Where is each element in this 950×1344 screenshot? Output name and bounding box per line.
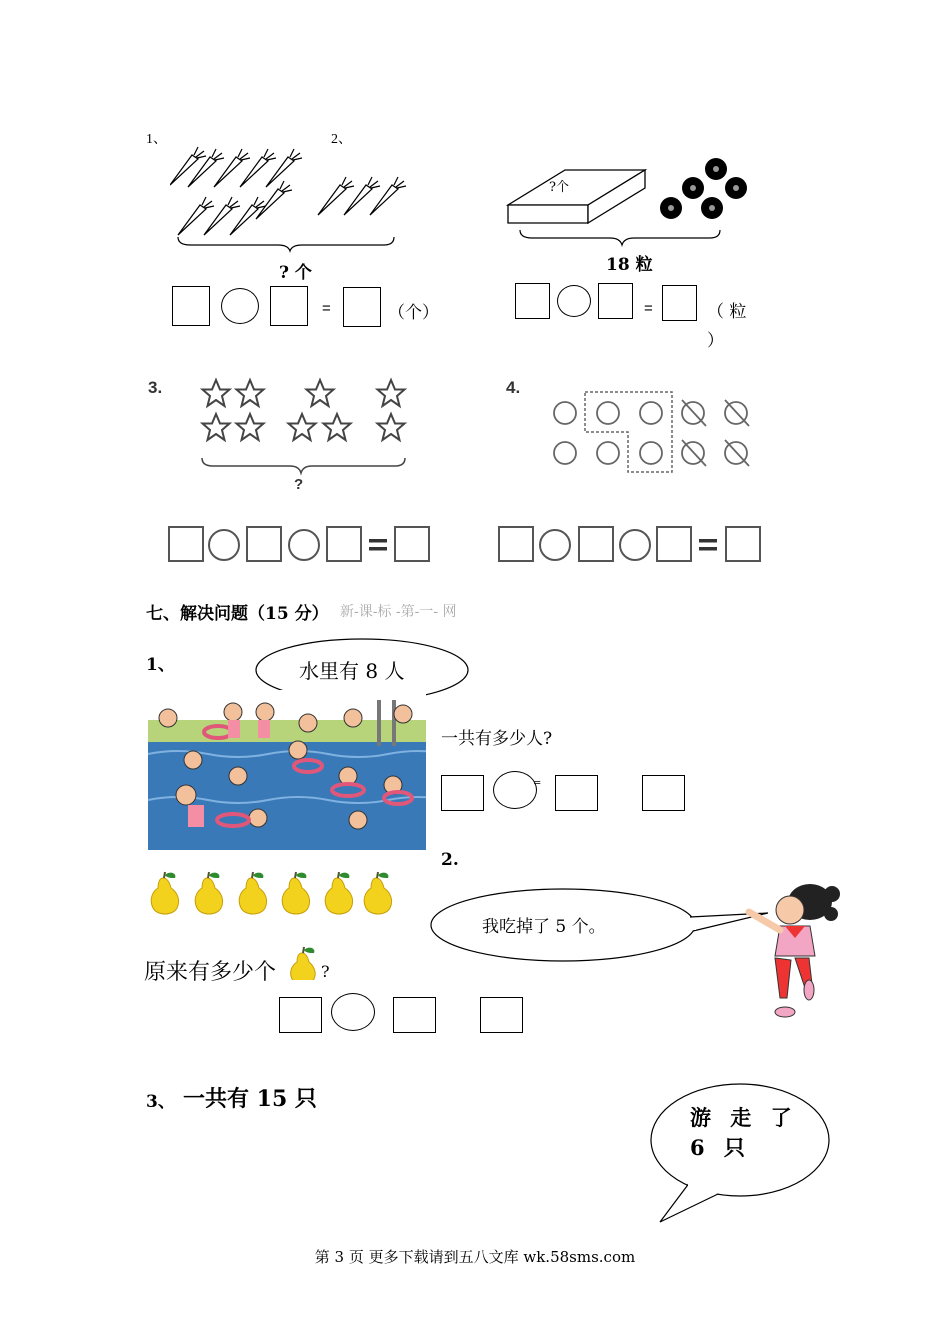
q1-equals: = (322, 300, 331, 317)
problem3-number: 3、 (146, 1092, 175, 1112)
page-footer: 第 3 页 更多下载请到五八文库 wk.58sms.com (314, 1248, 636, 1266)
problem1-small-mark: = (533, 778, 542, 789)
q1-operator-circle[interactable] (221, 288, 259, 324)
q4-equals-sign (698, 535, 720, 555)
q4-answer-box-4[interactable] (725, 526, 761, 562)
q2-equals: = (644, 300, 653, 317)
q4-answer-box-3[interactable] (656, 526, 692, 562)
problem1-number: 1、 (146, 655, 175, 675)
box-and-balls-illustration (505, 155, 755, 250)
q3-answer-box-2[interactable] (246, 526, 282, 562)
problem2-answer-box-1[interactable] (279, 997, 322, 1033)
problem2-bubble-text: 我吃掉了 5 个。 (482, 917, 606, 937)
q2-unit: （ 粒 (707, 302, 747, 322)
problem3-text: 一共有 15 只 (183, 1086, 317, 1112)
problem1-answer-box-3[interactable] (642, 775, 685, 811)
q4-number: 4. (506, 378, 521, 397)
swimming-pool-illustration (148, 690, 426, 850)
q4-operator-circle-1[interactable] (539, 529, 571, 561)
q2-answer-box-2[interactable] (598, 283, 633, 319)
q3-answer-box-4[interactable] (394, 526, 430, 562)
problem3-bubble-text: 游 走 了 6 只 (690, 1105, 798, 1160)
problem1-answer-box-1[interactable] (441, 775, 484, 811)
q3-total-label: ? (294, 476, 304, 493)
q2-answer-box-1[interactable] (515, 283, 550, 319)
section-title: 七、解决问题（15 分） (146, 604, 329, 624)
q3-operator-circle-1[interactable] (208, 529, 240, 561)
q2-unit-close: ） (707, 331, 724, 351)
q1-answer-box-3[interactable] (343, 287, 381, 327)
stars-illustration (195, 376, 415, 496)
problem2-answer-box-2[interactable] (393, 997, 436, 1033)
q3-equals-sign (368, 535, 390, 555)
q4-answer-box-2[interactable] (578, 526, 614, 562)
problem1-operator-circle[interactable] (493, 771, 537, 809)
q4-operator-circle-2[interactable] (619, 529, 651, 561)
q3-operator-circle-2[interactable] (288, 529, 320, 561)
q3-answer-box-1[interactable] (168, 526, 204, 562)
q3-answer-box-3[interactable] (326, 526, 362, 562)
circles-illustration (548, 390, 758, 476)
q2-answer-box-3[interactable] (662, 285, 697, 321)
problem1-question: 一共有多少人? (441, 729, 553, 749)
girl-illustration (735, 880, 845, 1022)
problem1-answer-box-2[interactable] (555, 775, 598, 811)
q1-number: 1、 (146, 132, 167, 147)
q1-answer-box-1[interactable] (172, 286, 210, 326)
q4-answer-box-1[interactable] (498, 526, 534, 562)
q3-number: 3. (148, 378, 163, 397)
q2-number: 2、 (331, 132, 352, 147)
pear-icon (288, 946, 320, 980)
problem2-question: 原来有多少个 (144, 960, 277, 985)
problem2-answer-box-3[interactable] (480, 997, 523, 1033)
problem1-bubble-text: 水里有 8 人 (299, 659, 405, 683)
q1-total-label: ? 个 (279, 263, 312, 283)
pears-illustration (145, 870, 400, 920)
problem2-operator-circle[interactable] (331, 993, 375, 1031)
q1-unit: （个） (388, 303, 439, 323)
q2-total-label: 18 粒 (606, 255, 653, 275)
q1-answer-box-2[interactable] (270, 286, 308, 326)
problem2-question-mark: ? (321, 962, 330, 981)
q2-operator-circle[interactable] (557, 285, 591, 317)
watermark-text: 新-课-标 -第-一- 网 (340, 604, 457, 620)
box-count-label: ?个 (549, 180, 569, 195)
carrots-illustration (170, 145, 410, 255)
problem2-number: 2. (441, 850, 459, 870)
